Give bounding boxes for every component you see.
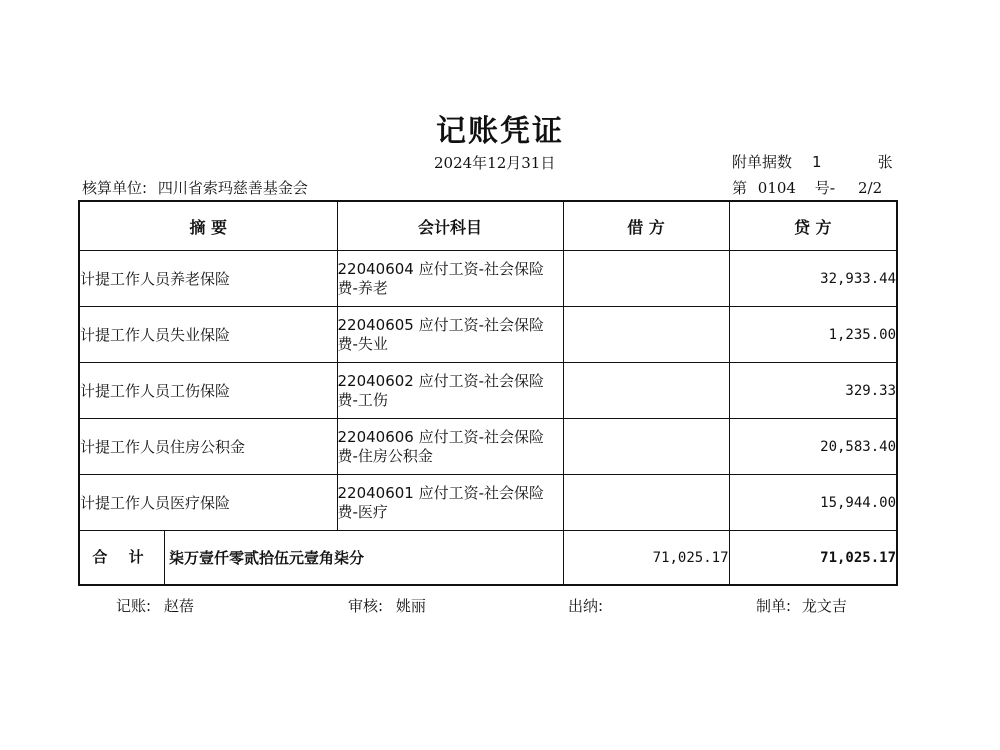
voucher-table [78, 200, 898, 586]
row-debit [563, 251, 729, 307]
attachments-count: 1 [812, 153, 822, 171]
column-header-subject: 会计科目 [337, 201, 563, 251]
row-summary: 计提工作人员工伤保险 [79, 363, 337, 419]
reviewer-label: 审核: [348, 597, 384, 615]
total-cell [79, 531, 563, 586]
total-label: 合 计 [80, 531, 165, 584]
subject-line-1: 22040602 应付工资-社会保险 [337, 371, 545, 390]
cashier-signature [568, 595, 611, 616]
voucher-page: 2/2 [857, 179, 883, 197]
accounting-unit [82, 177, 308, 198]
row-debit [563, 307, 729, 363]
row-summary: 计提工作人员失业保险 [79, 307, 337, 363]
total-credit: 71,025.17 [729, 531, 897, 586]
table-header-row [79, 201, 897, 251]
attachments-unit: 张 [877, 153, 893, 171]
cashier-label: 出纳: [568, 597, 604, 615]
subject-line-1: 22040605 应付工资-社会保险 [337, 315, 545, 334]
total-row [79, 531, 897, 586]
row-summary: 计提工作人员住房公积金 [79, 419, 337, 475]
row-subject [337, 419, 563, 475]
subject-line-2: 费-住房公积金 [337, 446, 433, 465]
reviewer-signature [348, 595, 426, 616]
row-subject [337, 251, 563, 307]
preparer-name: 龙文吉 [801, 597, 847, 615]
column-header-debit: 借 方 [563, 201, 729, 251]
subject-line-1: 22040604 应付工资-社会保险 [337, 259, 545, 278]
voucher-number: 0104 [757, 179, 796, 197]
row-credit: 1,235.00 [729, 307, 897, 363]
total-debit: 71,025.17 [563, 531, 729, 586]
attachments-label: 附单据数 [732, 153, 793, 171]
voucher-suffix: 号- [814, 179, 836, 197]
table-row [79, 475, 897, 531]
row-credit: 20,583.40 [729, 419, 897, 475]
subject-line-2: 费-失业 [337, 334, 388, 353]
row-subject [337, 307, 563, 363]
column-header-summary: 摘 要 [79, 201, 337, 251]
table-row [79, 251, 897, 307]
row-credit: 15,944.00 [729, 475, 897, 531]
subject-line-2: 费-养老 [337, 278, 388, 297]
subject-line-2: 费-工伤 [337, 390, 388, 409]
preparer-label: 制单: [756, 597, 792, 615]
attachments-info [732, 151, 893, 172]
voucher-title: 记账凭证 [436, 114, 564, 149]
column-header-credit: 贷 方 [729, 201, 897, 251]
bookkeeper-label: 记账: [116, 597, 152, 615]
subject-line-1: 22040601 应付工资-社会保险 [337, 483, 545, 502]
voucher-date: 2024年12月31日 [434, 154, 556, 172]
row-debit [563, 419, 729, 475]
row-summary: 计提工作人员医疗保险 [79, 475, 337, 531]
reviewer-name: 姚丽 [395, 597, 426, 615]
table-row [79, 419, 897, 475]
row-debit [563, 475, 729, 531]
row-subject [337, 475, 563, 531]
table-row [79, 307, 897, 363]
row-credit: 329.33 [729, 363, 897, 419]
bookkeeper-name: 赵蓓 [163, 597, 194, 615]
subject-line-1: 22040606 应付工资-社会保险 [337, 427, 545, 446]
row-credit: 32,933.44 [729, 251, 897, 307]
table-row [79, 363, 897, 419]
voucher-number-info [732, 177, 882, 198]
total-amount-in-words: 柒万壹仟零贰拾伍元壹角柒分 [169, 549, 365, 567]
unit-name: 四川省索玛慈善基金会 [157, 179, 308, 197]
voucher-prefix: 第 [732, 179, 748, 197]
row-summary: 计提工作人员养老保险 [79, 251, 337, 307]
preparer-signature [756, 595, 847, 616]
row-subject [337, 363, 563, 419]
subject-line-2: 费-医疗 [337, 502, 388, 521]
unit-label: 核算单位: [82, 179, 148, 197]
bookkeeper-signature [116, 595, 194, 616]
row-debit [563, 363, 729, 419]
